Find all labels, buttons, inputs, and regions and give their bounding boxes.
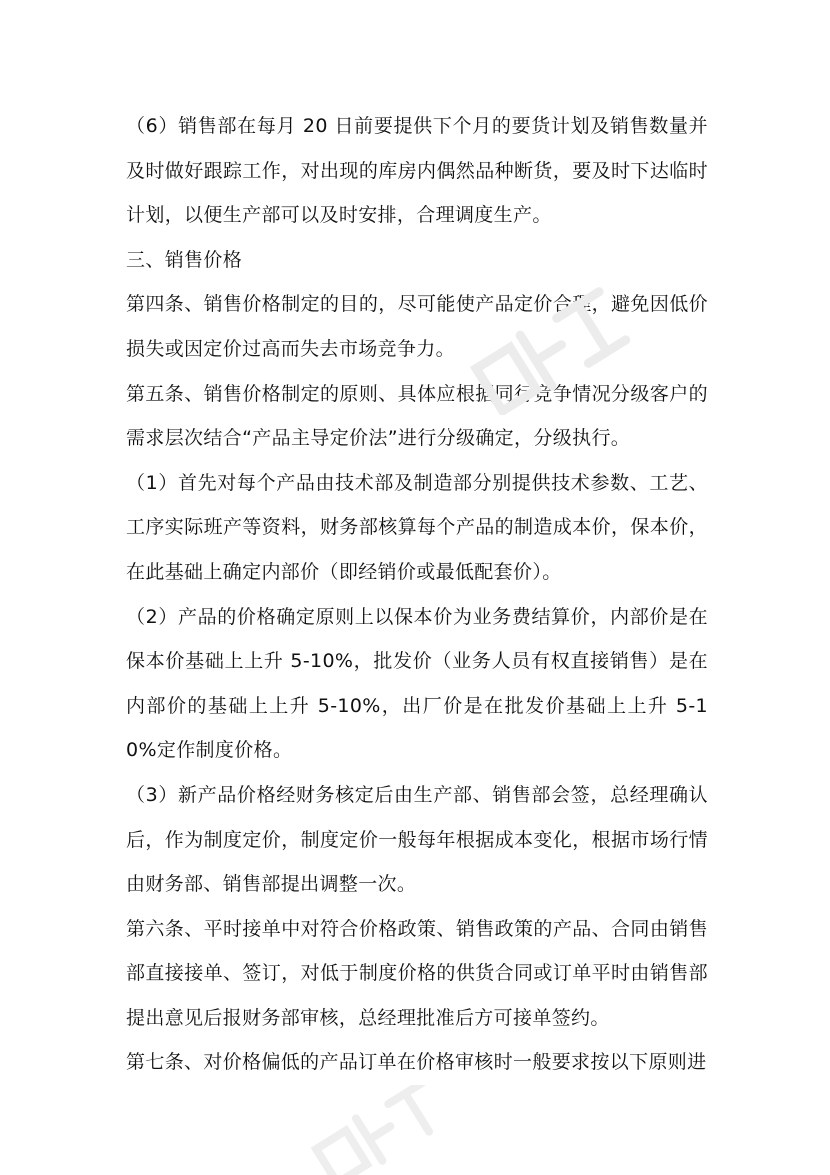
document-body: [126, 104, 708, 1085]
paragraph-article-6: 第六条、平时接单中对符合价格政策、销售政策的产品、合同由销售部直接接单、签订，对低于制度价格的供货合同或订单平时由销售部提出意见后报财务部审核，总经理批准后方可接单签约。: [126, 917, 708, 1029]
watermark-graphic-lower: [300, 1085, 450, 1175]
paragraph-item-2: （2）产品的价格确定原则上以保本价为业务费结算价，内部价是在保本价基础上上升 5-10%，批发价（业务人员有权直接销售）是在内部价的基础上上升 5-10%，出厂价是在批发价基础上上升 5-10%定作制度价格。: [126, 605, 708, 762]
paragraph-item-1: （1）首先对每个产品由技术部及制造部分别提供技术参数、工艺、工序实际班产等资料，财务部核算每个产品的制造成本价，保本价，在此基础上确定内部价（即经销价或最低配套价）。: [126, 471, 708, 583]
section-heading-sales-price: 三、销售价格: [126, 248, 243, 271]
paragraph-article-7: 第七条、对价格偏低的产品订单在价格审核时一般要求按以下原则进: [126, 1051, 707, 1074]
paragraph-article-5: 第五条、销售价格制定的原则、具体应根据同行竞争情况分级客户的需求层次结合“产品主导定价法”进行分级确定，分级执行。: [126, 382, 708, 450]
paragraph-item-3: （3）新产品价格经财务核定后由生产部、销售部会签，总经理确认后，作为制度定价，制度定价一般每年根据成本变化，根据市场行情由财务部、销售部提出调整一次。: [126, 783, 708, 896]
paragraph-article-4: 第四条、销售价格制定的目的，尽可能使产品定价合理，避免因低价损失或因定价过高而失去市场竞争力。: [126, 293, 708, 360]
paragraph-item-6: （6）销售部在每月 20 日前要提供下个月的要货计划及销售数量并及时做好跟踪工作，对出现的库房内偶然品种断货，要及时下达临时计划，以便生产部可以及时安排，合理调度生产。: [126, 115, 708, 227]
